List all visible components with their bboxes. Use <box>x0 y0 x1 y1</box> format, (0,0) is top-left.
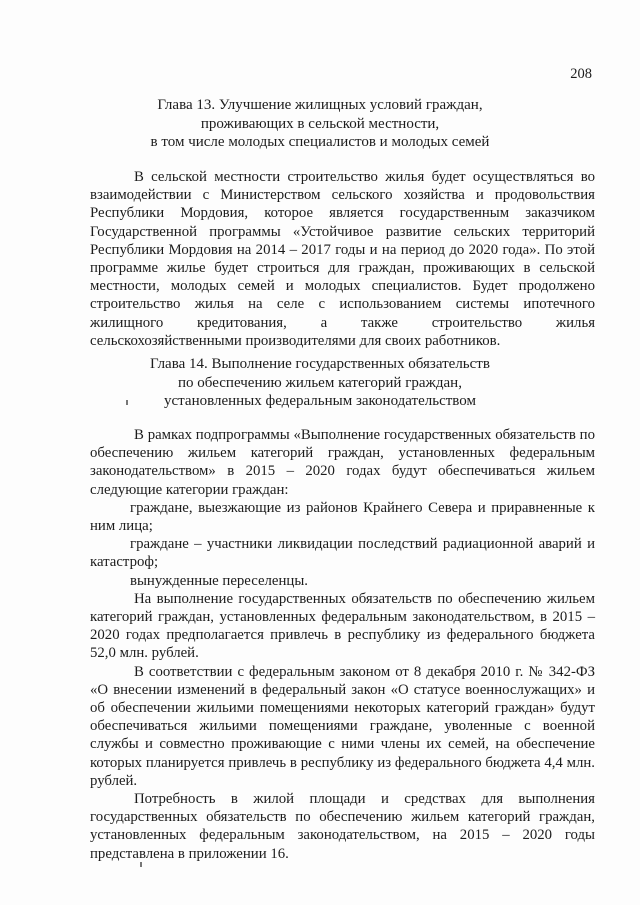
chapter-13-title-line-1: Глава 13. Улучшение жилищных условий граждан, <box>157 97 483 113</box>
scan-speck <box>140 862 142 867</box>
paragraph: Потребность в жилой площади и средствах для выполнения государственных обязательств по обеспечению жильем категорий граждан, установленных федеральным законодательством, на 2015 – 2020 годы представлена в приложении 16. <box>90 791 595 862</box>
chapter-14-title-line-1: Глава 14. Выполнение государственных обязательств <box>150 356 490 372</box>
list-item: граждане, выезжающие из районов Крайнего Севера и приравненные к ним лица; <box>90 499 595 535</box>
list-item: вынужденные переселенцы. <box>130 572 308 589</box>
chapter-14-title-line-2: по обеспечению жильем категорий граждан, <box>178 374 462 391</box>
list-item: граждане – участники ликвидации последствий радиационной аварий и катастроф; <box>90 536 595 571</box>
paragraph: В сельской местности строительство жилья будет осуществляться во взаимодействии с Министерством сельского хозяйства и продовольствия Республики Мордовия, которое является государственным заказчиком Государственной программы «Устойчивое развитие сельских территорий Республики Мордовия на 2014 – 2017 годы и на период до 2020 года». По этой программе жилье будет строиться для граждан, проживающих в сельской местности, молодых семей и молодых специалистов. Будет продолжено строительство жилья на селе с использованием системы ипотечного жилищного кредитования, а также строительство жилья сельскохозяйственными производителями для своих работников. <box>90 169 595 349</box>
chapter-13-heading <box>60 96 580 152</box>
chapter-14-title-line-3: установленных федеральным законодательством <box>164 393 476 409</box>
chapter-14-heading <box>60 355 580 411</box>
chapter-13-title-line-3: в том числе молодых специалистов и молодых семей <box>150 134 490 150</box>
chapter-13-body <box>90 168 595 350</box>
chapter-13-title-line-2: проживающих в сельской местности, <box>200 115 440 132</box>
paragraph: В соответствии с федеральным законом от 8 декабря 2010 г. № 342-ФЗ «О внесении изменений в федеральный закон «О статусе военнослужащих» и об обеспечении жильими помещениями некоторых категорий граждан» будут обеспечиваться жильими помещениями граждане, уволенные с военной службы и совместно проживающие с ними члены их семей, на обеспечение которых планируется привлечь в республику из федерального бюджета 4,4 млн. рублей. <box>90 663 595 789</box>
chapter-14-body <box>90 426 595 863</box>
page-number: 208 <box>570 66 592 82</box>
paragraph: В рамках подпрограммы «Выполнение государственных обязательств по обеспечению жильем категорий граждан, установленных федеральным законодательством» в 2015 – 2020 годах будут обеспечиваться жильем следующие категории граждан: <box>90 427 595 498</box>
paragraph: На выполнение государственных обязательств по обеспечению жильем категорий граждан, установленных федеральным законодательством, в 2015 – 2020 годах предполагается привлечь в республику из федерального бюджета 52,0 млн. рублей. <box>90 590 595 662</box>
scan-speck <box>126 400 128 405</box>
